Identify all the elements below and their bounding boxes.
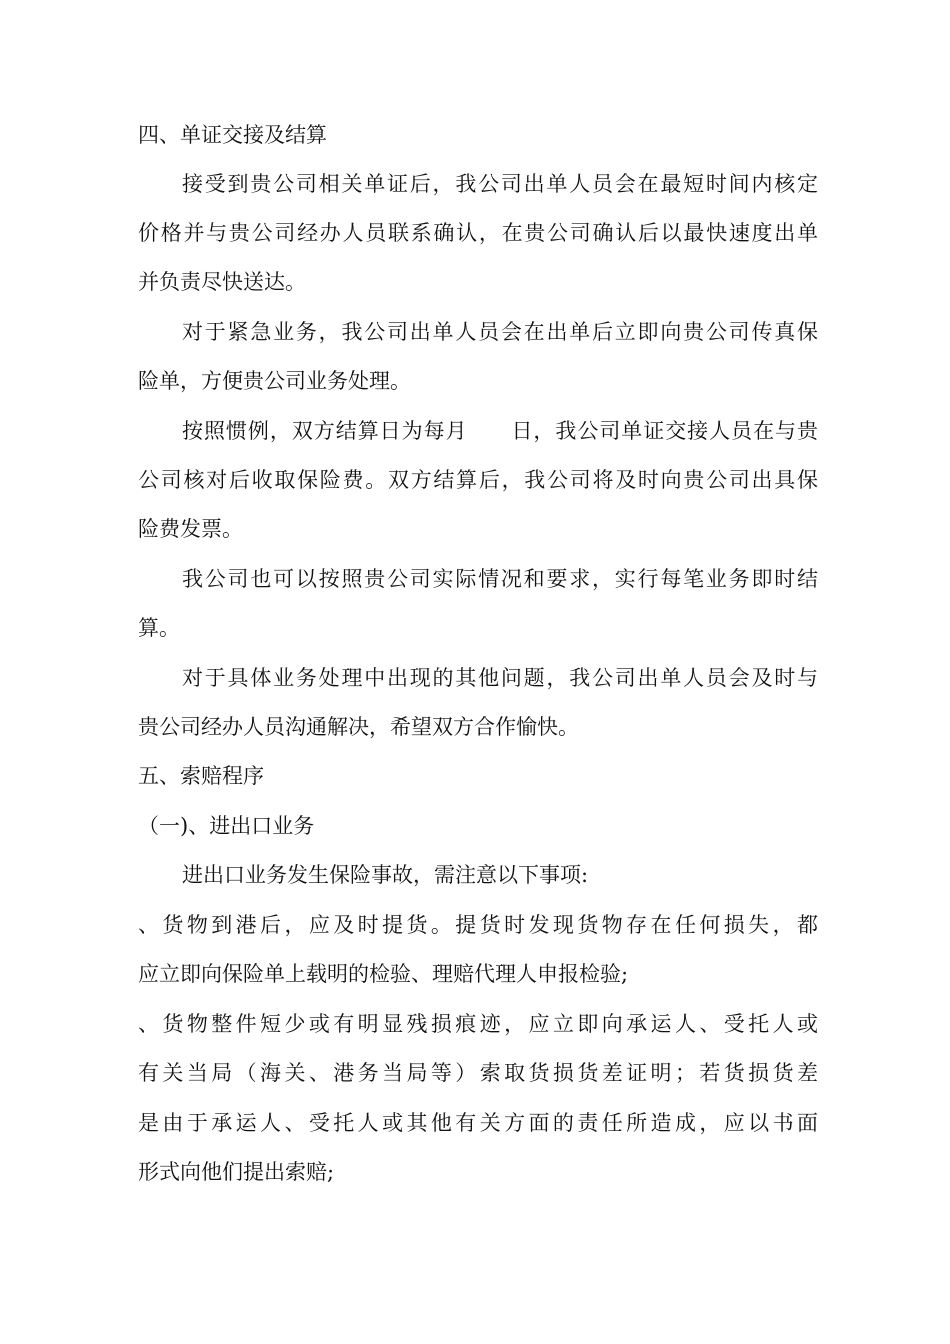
paragraph-line: 对于紧急业务，我公司出单人员会在出单后立即向贵公司传真保	[182, 320, 818, 344]
paragraph-line: 我公司也可以按照贵公司实际情况和要求，实行每笔业务即时结	[182, 567, 818, 591]
list-item-line: 有关当局（海关、港务当局等）索取货损货差证明；若货损货差	[138, 1061, 818, 1085]
paragraph-line: 公司核对后收取保险费。双方结算后，我公司将及时向贵公司出具保	[138, 468, 818, 492]
paragraph-line: 并负责尽快送达。	[138, 270, 306, 294]
list-item-line: 是由于承运人、受托人或其他有关方面的责任所造成，应以书面	[138, 1111, 818, 1135]
section-heading-4: 四、单证交接及结算	[138, 123, 327, 147]
list-item-line: 、货物到港后，应及时提货。提货时发现货物存在任何损失，都	[138, 913, 818, 937]
paragraph-line: 算。	[138, 616, 180, 640]
paragraph-line: 贵公司经办人员沟通解决，希望双方合作愉快。	[138, 715, 579, 739]
list-item-line: 形式向他们提出索赔;	[138, 1160, 335, 1184]
subsection-heading: （一)、进出口业务	[138, 814, 315, 838]
paragraph-line: 险单，方便贵公司业务处理。	[138, 369, 411, 393]
section-heading-5: 五、索赔程序	[138, 764, 264, 788]
list-item-line: 、货物整件短少或有明显残损痕迹，应立即向承运人、受托人或	[138, 1012, 818, 1036]
list-item-line: 应立即向保险单上载明的检验、理赔代理人申报检验;	[138, 962, 629, 986]
paragraph-line: 险费发票。	[138, 517, 243, 541]
paragraph-line: 对于具体业务处理中出现的其他问题，我公司出单人员会及时与	[182, 666, 818, 690]
paragraph-line: 按照惯例，双方结算日为每月 日，我公司单证交接人员在与贵	[182, 419, 818, 443]
paragraph-line: 接受到贵公司相关单证后，我公司出单人员会在最短时间内核定	[182, 172, 818, 196]
paragraph-line: 价格并与贵公司经办人员联系确认，在贵公司确认后以最快速度出单	[138, 221, 818, 245]
paragraph-line: 进出口业务发生保险事故，需注意以下事项:	[182, 863, 589, 887]
